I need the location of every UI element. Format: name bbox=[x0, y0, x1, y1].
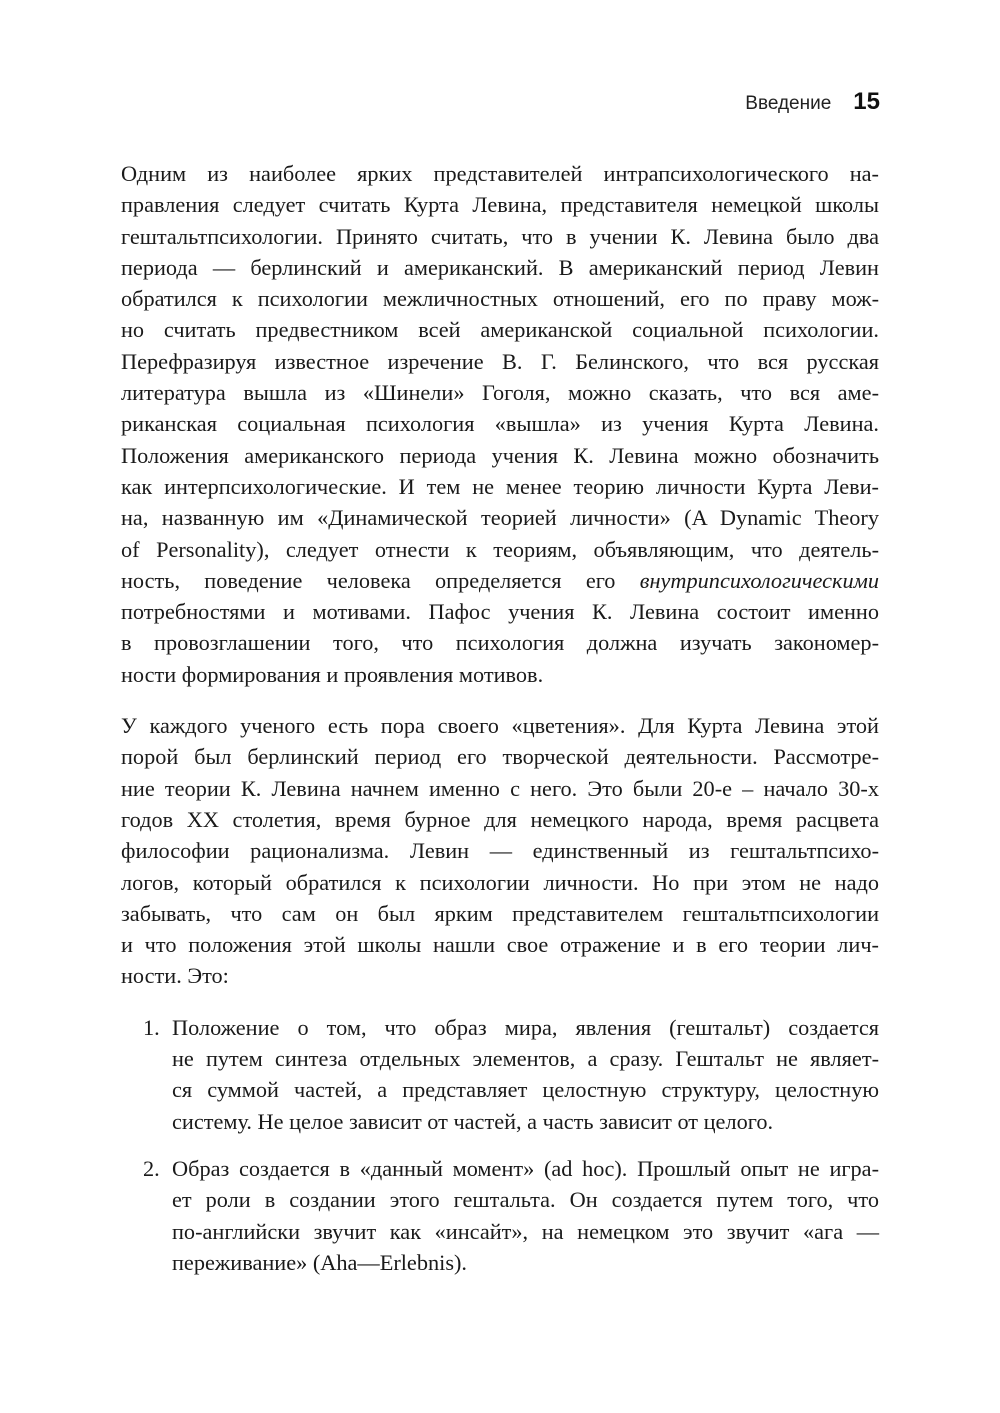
text-line: Одним из наиболее ярких представителей интрапсихологического на- bbox=[121, 161, 879, 186]
text-line: ние теории К. Левина начнем именно с него. Это были 20-е – начало 30-х bbox=[121, 775, 879, 801]
text-line: ет роли в создании этого гештальта. Он создается путем того, что bbox=[172, 1187, 879, 1213]
text-line: Положение о том, что образ мира, явления (гештальт) создается bbox=[172, 1014, 879, 1040]
text-line: потребностями и мотивами. Пафос учения К. Левина состоит именно bbox=[121, 599, 879, 625]
text-line: в провозглашении того, что психология должна изучать закономер- bbox=[121, 630, 879, 656]
text-line: периода — берлинский и американский. В американский период Левин bbox=[121, 254, 879, 280]
list-item bbox=[121, 1012, 879, 1137]
text-line: Перефразируя известное изречение В. Г. Белинского, что вся русская bbox=[121, 348, 879, 374]
list-number: 2. bbox=[143, 1155, 160, 1181]
text-line: обратился к психологии межличностных отношений, его по праву мож- bbox=[121, 286, 879, 312]
numbered-list bbox=[121, 1012, 879, 1278]
text-line: но считать предвестником всей американской социальной психологии. bbox=[121, 317, 879, 343]
section-title: Введение bbox=[745, 93, 832, 114]
text-line: как интерпсихологические. И тем не менее теорию личности Курта Леви- bbox=[121, 473, 879, 499]
list-item bbox=[121, 1153, 879, 1278]
page-content bbox=[121, 158, 879, 1278]
text-line: не путем синтеза отдельных элементов, а сразу. Гештальт не являет- bbox=[172, 1046, 879, 1072]
text-line bbox=[121, 565, 879, 596]
list-number: 1. bbox=[143, 1014, 160, 1040]
italic-term: внутрипсихологическими bbox=[639, 567, 880, 593]
text-line: of Personality), следует отнести к теориям, объявляющим, что деятель- bbox=[121, 536, 879, 562]
list-spacer bbox=[121, 1137, 879, 1153]
text-line: логов, который обратился к психологии личности. Но при этом не надо bbox=[121, 869, 879, 895]
text-line: ности формирования и проявления мотивов. bbox=[121, 661, 544, 687]
text-line: переживание» (Aha—Erlebnis). bbox=[172, 1249, 467, 1275]
text-line: философии рационализма. Левин — единственный из гештальтпсихо- bbox=[121, 838, 879, 864]
text-line: гештальтпсихологии. Принято считать, что в учении К. Левина было два bbox=[121, 223, 879, 249]
paragraph-1 bbox=[121, 158, 879, 690]
text-line: забывать, что сам он был ярким представителем гештальтпсихологии bbox=[121, 900, 879, 926]
text-line: правления следует считать Курта Левина, представителя немецкой школы bbox=[121, 192, 879, 218]
text-line: ся суммой частей, а представляет целостную структуру, целостную bbox=[172, 1077, 879, 1103]
text-line: ности. Это: bbox=[121, 963, 229, 989]
text-line: на, названную им «Динамической теорией личности» (A Dynamic Theory bbox=[121, 505, 879, 531]
text-line: У каждого ученого есть пора своего «цветения». Для Курта Левина этой bbox=[121, 713, 879, 739]
text-span: ность, поведение человека определяется его bbox=[121, 567, 616, 593]
text-line: по-английски звучит как «инсайт», на немецком это звучит «ага — bbox=[172, 1218, 879, 1244]
text-line: и что положения этой школы нашли свое отражение и в его теории лич- bbox=[121, 932, 879, 958]
text-line: Образ создается в «данный момент» (ad hoc). Прошлый опыт не игра- bbox=[172, 1155, 879, 1181]
text-line: годов XX столетия, время бурное для немецкого народа, время расцвета bbox=[121, 806, 879, 832]
text-line: систему. Не целое зависит от частей, а часть зависит от целого. bbox=[172, 1108, 774, 1134]
paragraph-spacer bbox=[121, 992, 879, 1012]
paragraph-spacer bbox=[121, 690, 879, 710]
text-line: риканская социальная психология «вышла» из учения Курта Левина. bbox=[121, 411, 879, 437]
page-number: 15 bbox=[853, 88, 880, 115]
text-line: порой был берлинский период его творческой деятельности. Рассмотре- bbox=[121, 744, 879, 770]
text-line: Положения американского периода учения К. Левина можно обозначить bbox=[121, 442, 879, 468]
paragraph-2 bbox=[121, 710, 879, 992]
text-line: литература вышла из «Шинели» Гоголя, можно сказать, что вся аме- bbox=[121, 380, 879, 406]
running-head bbox=[745, 88, 880, 116]
